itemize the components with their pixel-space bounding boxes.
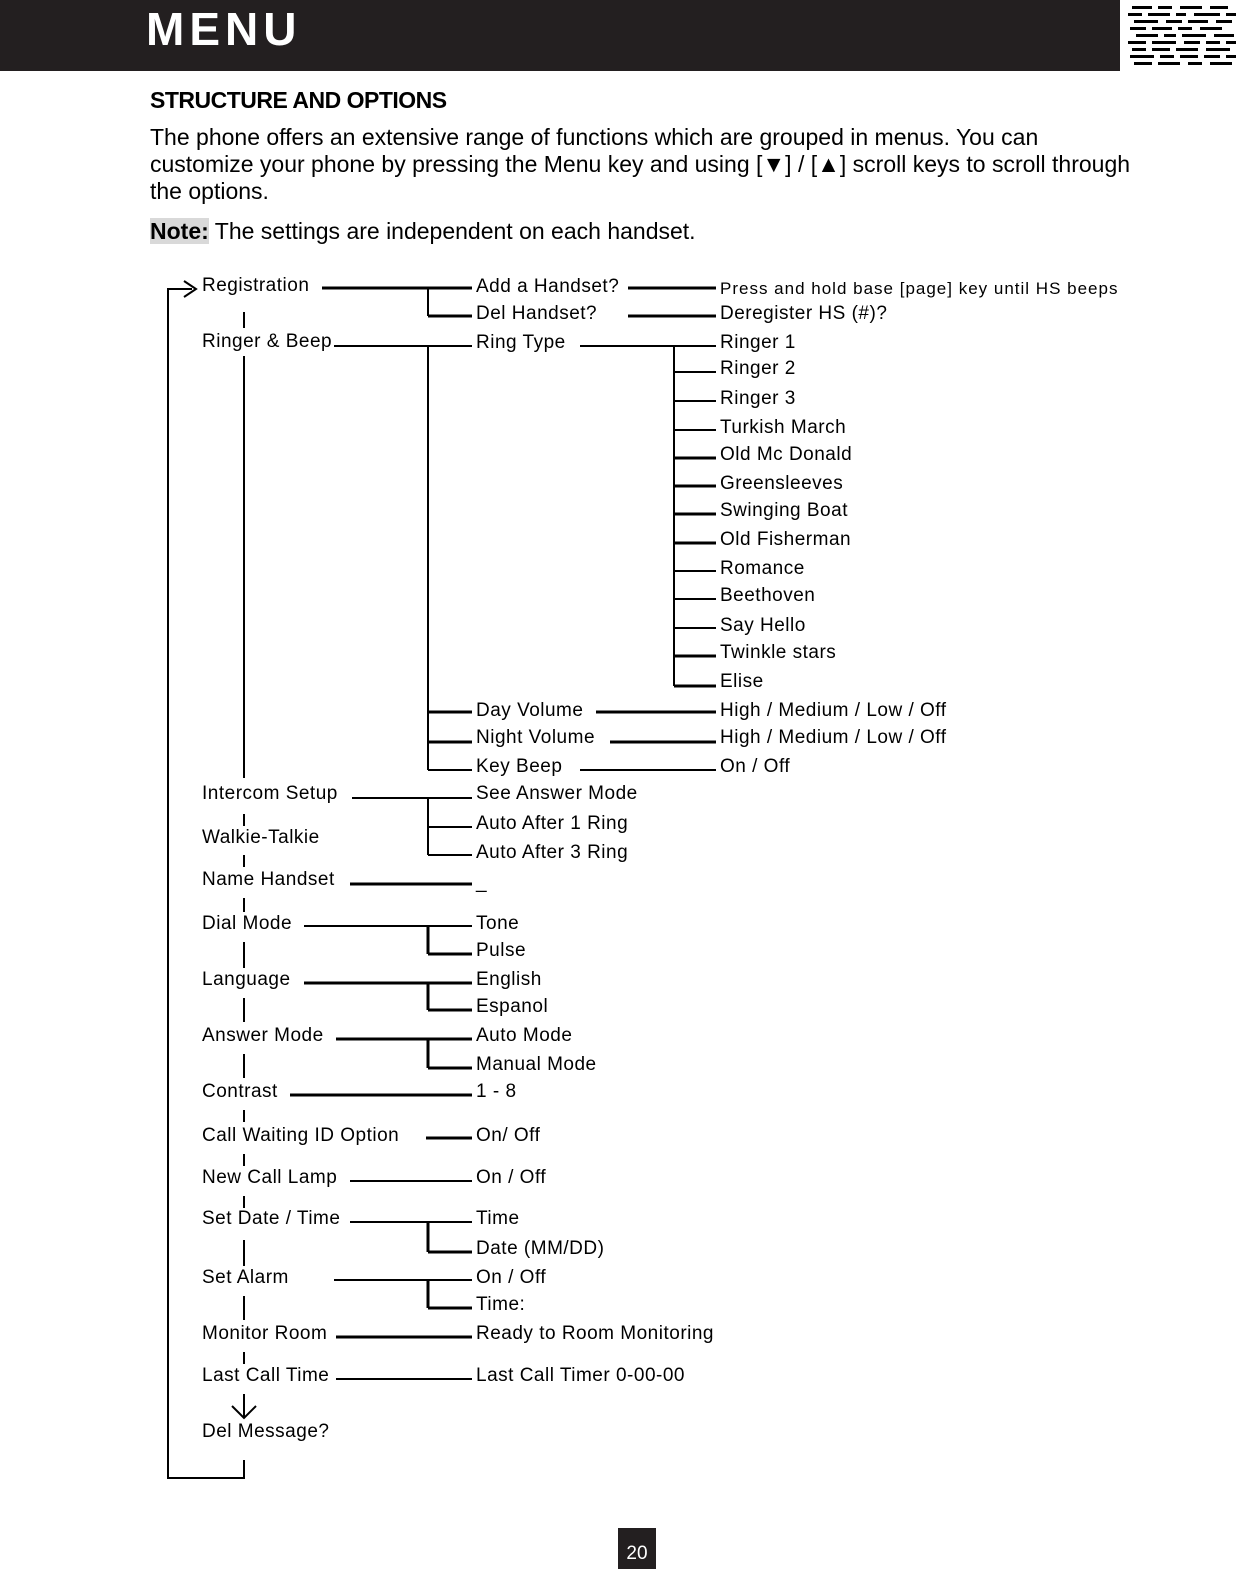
menu-monitor-room: Monitor Room [202, 1323, 328, 1344]
option-auto-mode: Auto Mode [476, 1025, 573, 1046]
menu-new-call-lamp: New Call Lamp [202, 1167, 338, 1188]
ringer-option: Ringer 2 [720, 358, 796, 379]
option-see-answer-mode: See Answer Mode [476, 783, 638, 804]
option-alarm-time: Time: [476, 1294, 526, 1315]
option-english: English [476, 969, 542, 990]
option-time: Time [476, 1208, 520, 1229]
ringer-option: Turkish March [720, 417, 847, 438]
ringer-option: Twinkle stars [720, 642, 837, 663]
menu-language: Language [202, 969, 291, 990]
menu-name-handset: Name Handset [202, 869, 335, 890]
last-call-time-value: Last Call Timer 0-00-00 [476, 1365, 685, 1386]
ringer-option: Romance [720, 558, 805, 579]
name-handset-value: _ [476, 872, 488, 893]
ringer-option: Old Mc Donald [720, 444, 853, 465]
ringer-option: Beethoven [720, 585, 816, 606]
option-alarm-on-off: On / Off [476, 1267, 547, 1288]
menu-set-date-time: Set Date / Time [202, 1208, 341, 1229]
ringer-option: Greensleeves [720, 473, 844, 494]
submenu-key-beep: Key Beep [476, 756, 563, 777]
monitor-room-value: Ready to Room Monitoring [476, 1323, 714, 1344]
section-heading: STRUCTURE AND OPTIONS [150, 87, 447, 113]
submenu-add-handset: Add a Handset? [476, 276, 620, 297]
option-date: Date (MM/DD) [476, 1238, 605, 1259]
del-handset-result: Deregister HS (#)? [720, 303, 888, 324]
option-tone: Tone [476, 913, 520, 934]
submenu-del-handset: Del Handset? [476, 303, 598, 324]
option-manual-mode: Manual Mode [476, 1054, 597, 1075]
ringer-option: Ringer 1 [720, 332, 796, 353]
ringer-option: Swinging Boat [720, 500, 848, 521]
note-text: The settings are independent on each handset. [214, 218, 696, 244]
menu-dial-mode: Dial Mode [202, 913, 293, 934]
night-volume-options: High / Medium / Low / Off [720, 727, 947, 748]
menu-ringer-beep: Ringer & Beep [202, 331, 333, 352]
option-auto-after-3-ring: Auto After 3 Ring [476, 842, 629, 863]
submenu-day-volume: Day Volume [476, 700, 584, 721]
ringer-option: Old Fisherman [720, 529, 852, 550]
menu-set-alarm: Set Alarm [202, 1267, 289, 1288]
contrast-value: 1 - 8 [476, 1081, 517, 1102]
option-pulse: Pulse [476, 940, 527, 961]
ringer-option: Elise [720, 671, 764, 692]
add-handset-result: Press and hold base [page] key until HS beeps [720, 279, 1119, 298]
menu-walkie-talkie: Walkie-Talkie [202, 827, 320, 848]
menu-last-call-time: Last Call Time [202, 1365, 330, 1386]
intro-paragraph: The phone offers an extensive range of functions which are grouped in menus. You can customize your phone by pressing the Menu key and using [▼] / [▲] scroll keys to scroll through the options. [150, 124, 1131, 204]
ringer-option: Ringer 3 [720, 388, 796, 409]
menu-call-waiting: Call Waiting ID Option [202, 1125, 400, 1146]
key-beep-options: On / Off [720, 756, 791, 777]
menu-del-message: Del Message? [202, 1421, 330, 1442]
menu-answer-mode: Answer Mode [202, 1025, 324, 1046]
page-number: 20 [618, 1528, 656, 1569]
day-volume-options: High / Medium / Low / Off [720, 700, 947, 721]
menu-contrast: Contrast [202, 1081, 278, 1102]
menu-intercom-setup: Intercom Setup [202, 783, 338, 804]
option-auto-after-1-ring: Auto After 1 Ring [476, 813, 629, 834]
page-title: MENU [146, 3, 302, 55]
option-espanol: Espanol [476, 996, 549, 1017]
call-waiting-value: On/ Off [476, 1125, 541, 1146]
ringer-option: Say Hello [720, 615, 806, 636]
menu-registration: Registration [202, 275, 310, 296]
submenu-night-volume: Night Volume [476, 727, 596, 748]
new-call-lamp-value: On / Off [476, 1167, 547, 1188]
note-label: Note: [150, 218, 209, 244]
submenu-ring-type: Ring Type [476, 332, 566, 353]
